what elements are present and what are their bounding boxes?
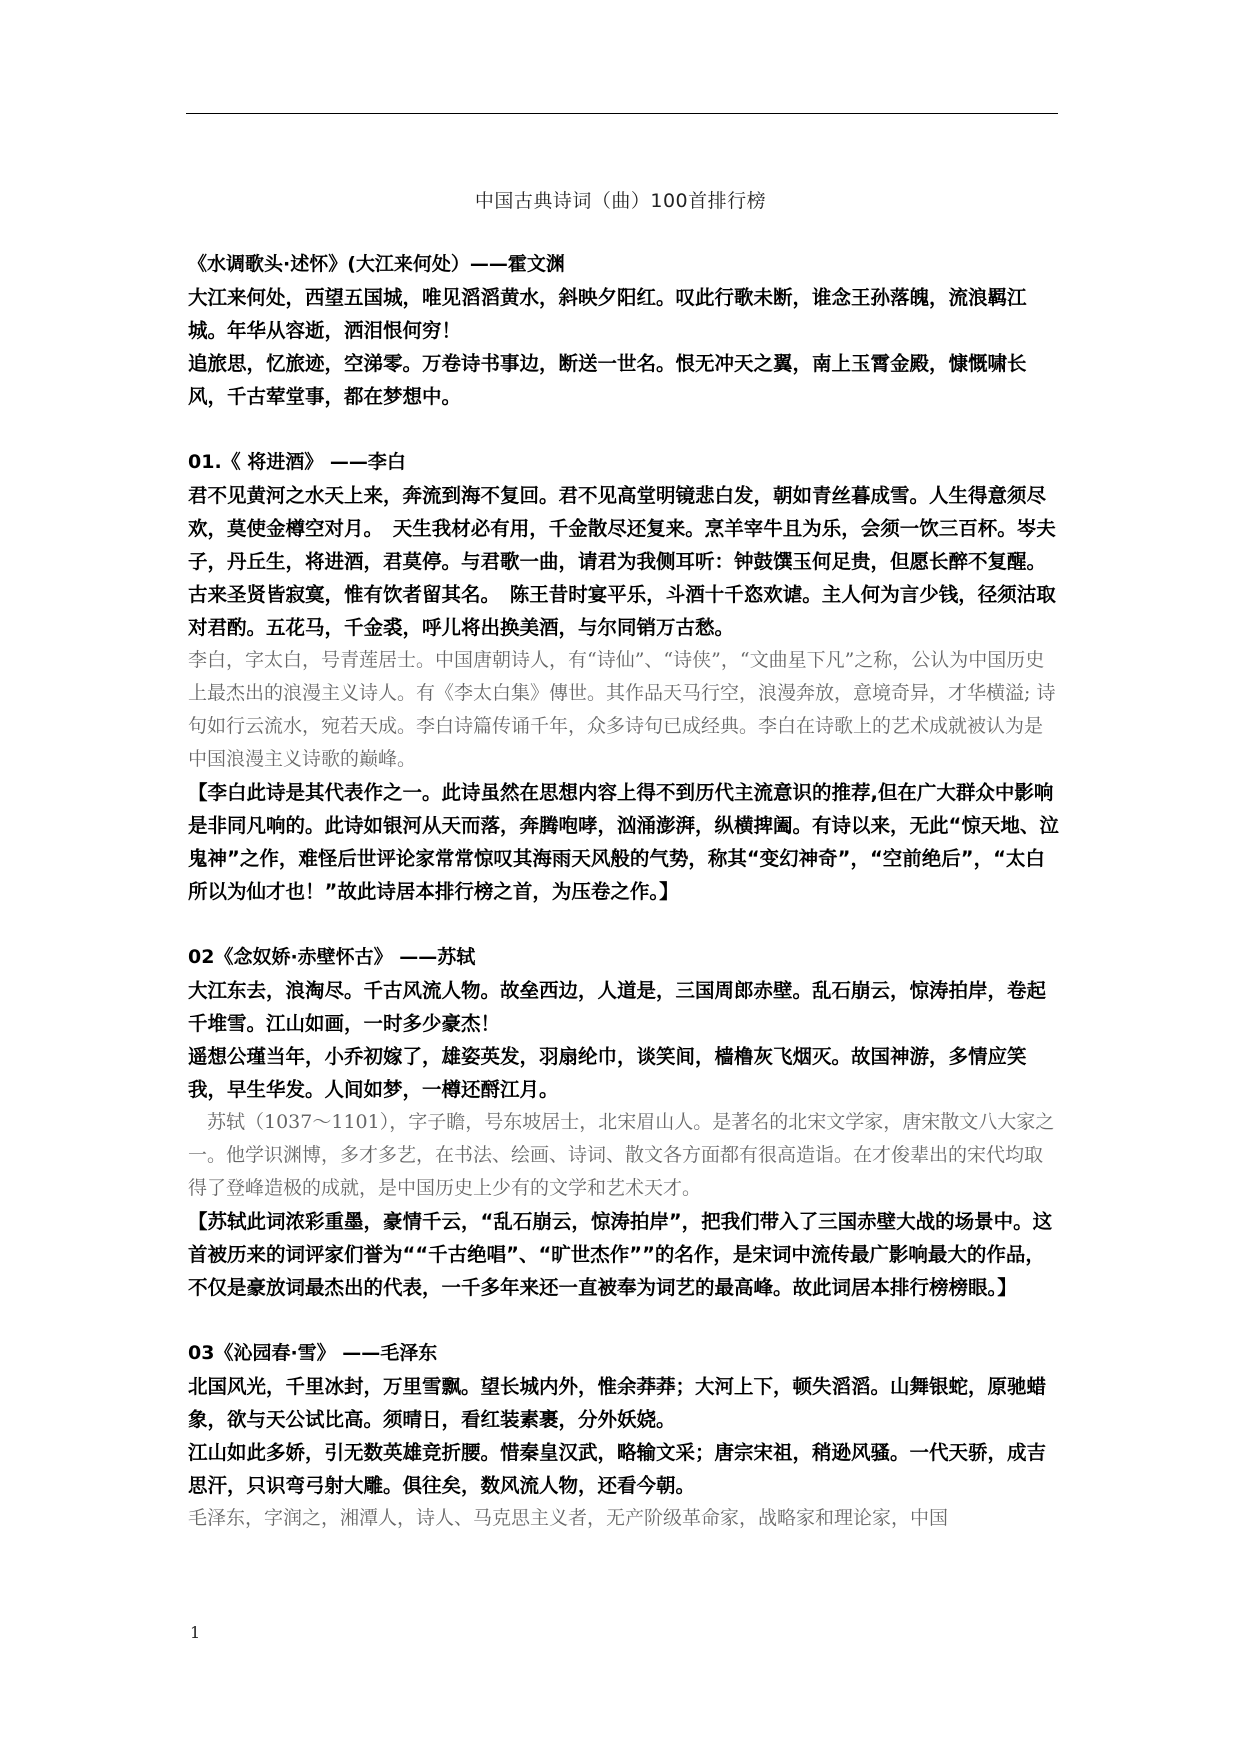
preface-line: 大江来何处，西望五国城，唯见滔滔黄水，斜映夕阳红。叹此行歌未断，谁念王孙落魄，流浪羁江城。年华从容逝，洒泪恨何穷！ bbox=[188, 286, 1027, 342]
preface-line: 追旅思，忆旅迹，空涕零。万卷诗书事边，断送一世名。恨无冲天之翼，南上玉霄金殿，慷慨啸长风，千古荤堂事，都在梦想中。 bbox=[188, 352, 1027, 408]
author-bio: 李白，字太白，号青莲居士。中国唐朝诗人，有“诗仙”、“诗侠”，“文曲星下凡”之称，公认为中国历史上最杰出的浪漫主义诗人。有《李太白集》傳世。其作品天马行空，浪漫奔放，意境奇异，才华横溢; 诗句如行云流水，宛若天成。李白诗篇传诵千年，众多诗句已成经典。李白在诗歌上的艺术成就被认为是中国浪漫主义诗歌的巅峰。 bbox=[188, 649, 1056, 770]
entry-02 bbox=[188, 941, 1060, 1304]
poem-line: 大江东去，浪淘尽。千古风流人物。故垒西边，人道是，三国周郎赤壁。乱石崩云，惊涛拍岸，卷起千堆雪。江山如画，一时多少豪杰！ bbox=[188, 979, 1047, 1035]
author-bio: 毛泽东，字润之，湘潭人，诗人、马克思主义者，无产阶级革命家，战略家和理论家，中国 bbox=[188, 1507, 949, 1529]
entry-heading: 02《念奴娇·赤壁怀古》 ——苏轼 bbox=[188, 946, 476, 968]
header-rule bbox=[186, 113, 1058, 114]
entry-heading: 03《沁园春·雪》 ——毛泽东 bbox=[188, 1342, 438, 1364]
poem-text: 君不见黄河之水天上来，奔流到海不复回。君不见高堂明镜悲白发，朝如青丝暮成雪。人生得意须尽欢，莫使金樽空对月。 天生我材必有用，千金散尽还复来。烹羊宰牛且为乐，会须一饮三百杯。岑夫子，丹丘生，将进酒，君莫停。与君歌一曲，请君为我侧耳听：钟鼓馔玉何足贵，但愿长醉不复醒。古来圣贤皆寂寞，惟有饮者留其名。 陈王昔时宴平乐，斗酒十千恣欢谑。主人何为言少钱，径须沽取对君酌。五花马，千金裘，呼儿将出换美酒，与尔同销万古愁。 bbox=[188, 484, 1056, 639]
editor-comment: 【李白此诗是其代表作之一。此诗虽然在思想内容上得不到历代主流意识的推荐,但在广大群众中影响是非同凡响的。此诗如银河从天而落，奔腾咆哮，汹涌澎湃，纵横捭阖。有诗以来，无此“惊天地、泣鬼神”之作，难怪后世评论家常常惊叹其海雨天风般的气势，称其“变幻神奇”，“空前绝后”，“太白所以为仙才也！”故此诗居本排行榜之首，为压卷之作。】 bbox=[188, 781, 1059, 903]
document-body bbox=[188, 248, 1060, 1535]
poem-line: 北国风光，千里冰封，万里雪飘。望长城内外，惟余莽莽；大河上下，顿失滔滔。山舞银蛇，原驰蜡象，欲与天公试比高。须晴日，看红装素裹，分外妖娆。 bbox=[188, 1375, 1047, 1431]
poem-line: 遥想公瑾当年，小乔初嫁了，雄姿英发，羽扇纶巾，谈笑间，樯橹灰飞烟灭。故国神游，多情应笑我，早生华发。人间如梦，一樽还酹江月。 bbox=[188, 1045, 1027, 1101]
entry-heading: 01.《 将进酒》 ——李白 bbox=[188, 451, 406, 473]
author-bio: 苏轼（1037～1101），字子瞻，号东坡居士，北宋眉山人。是著名的北宋文学家，唐宋散文八大家之一。他学识渊博，多才多艺，在书法、绘画、诗词、散文各方面都有很高造诣。在才俊辈出的宋代均取得了登峰造极的成就，是中国历史上少有的文学和艺术天才。 bbox=[188, 1111, 1055, 1199]
poem-line: 江山如此多娇，引无数英雄竞折腰。惜秦皇汉武，略输文采；唐宗宋祖，稍逊风骚。一代天骄，成吉思汗，只识弯弓射大雕。俱往矣，数风流人物，还看今朝。 bbox=[188, 1441, 1047, 1497]
preface-heading: 《水调歌头·述怀》(大江来何处）——霍文渊 bbox=[188, 253, 565, 275]
editor-comment: 【苏轼此词浓彩重墨，豪情千云，“乱石崩云，惊涛拍岸”，把我们带入了三国赤壁大战的场景中。这首被历来的词评家们誉为““千古绝唱”、“旷世杰作””的名作，是宋词中流传最广影响最大的作品，不仅是豪放词最杰出的代表，一千多年来还一直被奉为词艺的最高峰。故此词居本排行榜榜眼。】 bbox=[188, 1210, 1053, 1299]
entry-03 bbox=[188, 1337, 1060, 1535]
preface bbox=[188, 248, 1060, 413]
entry-01 bbox=[188, 446, 1060, 908]
page-number: 1 bbox=[190, 1623, 201, 1642]
document-title: 中国古典诗词（曲）100首排行榜 bbox=[474, 190, 767, 212]
